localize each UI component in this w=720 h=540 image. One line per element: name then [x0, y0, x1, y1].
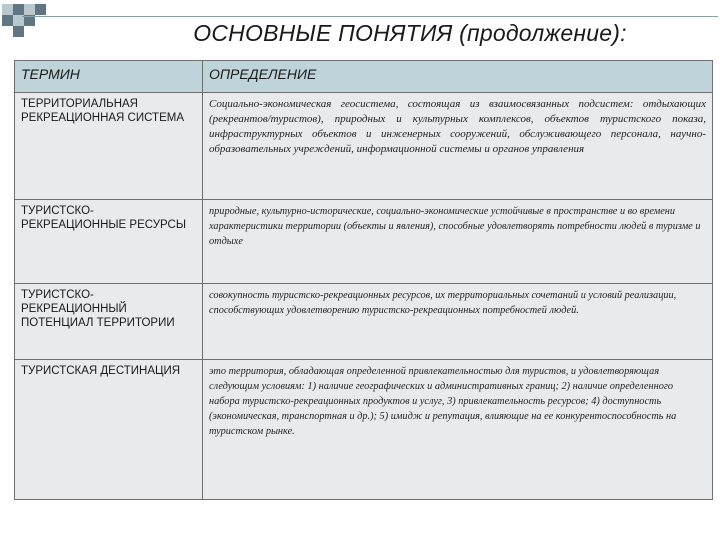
term-cell: ТУРИСТСКАЯ ДЕСТИНАЦИЯ — [15, 360, 203, 500]
table-row — [15, 93, 713, 200]
definition-cell: это территория, обладающая определенной привлекательностью для туристов, и удовлетворяющая следующим условиям: 1) наличие географических и административных границ; 2) наличие определенного набора туристско-рекреационных продуктов и услуг, 3) привлекательность ресурсов; 4) доступность (экономическая, транспортная и др.); 5) имидж и репутация, влияющие на ее конкурентоспособность на туристском рынке. — [203, 360, 713, 500]
terms-table — [14, 60, 713, 500]
table-row — [15, 284, 713, 360]
definition-cell: совокупность туристско-рекреационных ресурсов, их территориальных сочетаний и условий реализации, способствующих удовлетворению туристско-рекреационных потребностей людей. — [203, 284, 713, 360]
table-row — [15, 200, 713, 284]
table-row — [15, 360, 713, 500]
definition-cell: природные, культурно-исторические, социально-экономические устойчивые в пространстве и во времени характеристики территории (объекты и явления), способные удовлетворять потребности людей в туризме и отдыхе — [203, 200, 713, 284]
table-header-row — [15, 61, 713, 93]
header-term: ТЕРМИН — [15, 61, 203, 93]
definition-cell: Социально-экономическая геосистема, состоящая из взаимосвязанных подсистем: отдыхающих (рекреантов/туристов), природных и культурных комплексов, объектов туристского показа, инфраструктурных объектов и инженерных сооружений, обслуживающего персонала, научно-образовательных учреждений, информационной системы и органов управления — [203, 93, 713, 200]
term-cell: ТУРИСТСКО-РЕКРЕАЦИОННЫЕ РЕСУРСЫ — [15, 200, 203, 284]
page-title: ОСНОВНЫЕ ПОНЯТИЯ (продолжение): — [193, 20, 627, 46]
term-cell: ТЕРРИТОРИАЛЬНАЯ РЕКРЕАЦИОННАЯ СИСТЕМА — [15, 93, 203, 200]
header-definition: ОПРЕДЕЛЕНИЕ — [203, 61, 713, 93]
term-cell: ТУРИСТСКО-РЕКРЕАЦИОННЫЙ ПОТЕНЦИАЛ ТЕРРИТОРИИ — [15, 284, 203, 360]
title-rule — [22, 16, 718, 17]
